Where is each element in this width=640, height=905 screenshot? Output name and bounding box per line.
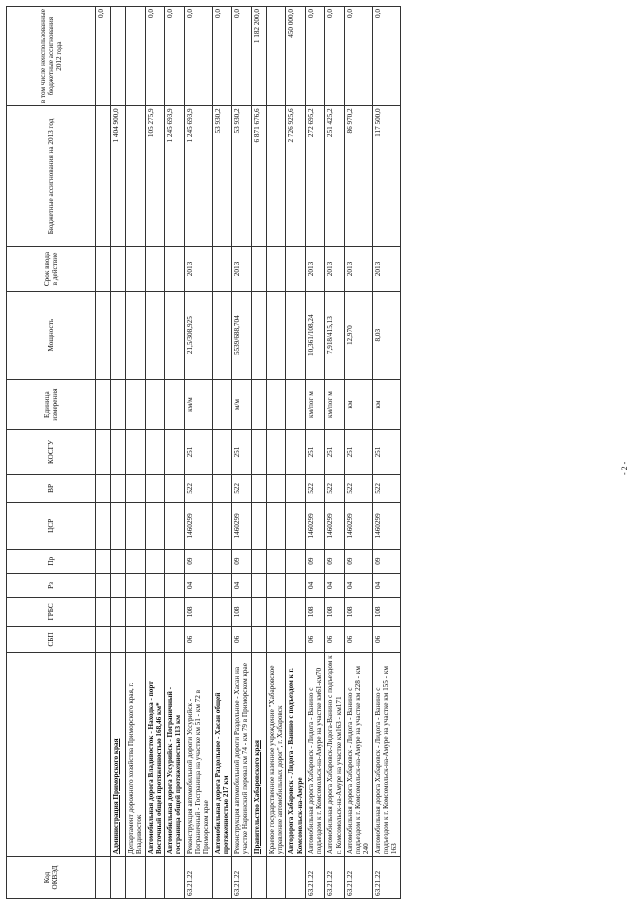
unit-cell [111,379,126,430]
name-text: Автомобильная дорога Хабаровск - Лидога - Ванино с подъездом к г. Комсомольск-на-Амуре на участке км61-км70 [306,667,324,855]
budget-cell: 1 245 693,9 [184,106,212,247]
name-text: Автомобильная дорога Владивосток - Находка - порт Восточный общей протяженностью 168,46 км* [146,681,163,855]
rz-cell: 04 [305,573,325,597]
table-row [305,7,325,899]
pr-cell: 09 [344,549,372,573]
sbp-cell [212,626,232,652]
capacity-cell [286,291,306,379]
pr-cell [286,549,306,573]
table-row [126,7,146,899]
sbp-cell: 06 [372,626,400,652]
kosgu-cell: 251 [344,430,372,474]
vr-cell [96,474,111,503]
header-pr: Пр [7,549,96,573]
csr-cell: 1460299 [184,503,212,549]
header-csr: ЦСР [7,503,96,549]
csr-cell: 1460299 [232,503,252,549]
grbs-cell [145,598,165,627]
sbp-cell: 06 [344,626,372,652]
budget-cell [126,106,146,247]
vr-cell [165,474,185,503]
grbs-cell: 108 [325,598,345,627]
table-row [372,7,400,899]
term-cell [126,247,146,291]
rz-cell: 04 [344,573,372,597]
budget-cell: 53 930,2 [212,106,232,247]
unused-cell: 0,0 [344,7,372,106]
rz-cell [96,573,111,597]
capacity-cell [266,291,286,379]
header-sbp: СБП [7,626,96,652]
capacity-cell: 7,918/415,13 [325,291,345,379]
vr-cell [145,474,165,503]
rz-cell [212,573,232,597]
header-name [7,653,96,857]
term-cell [212,247,232,291]
vr-cell [212,474,232,503]
sbp-cell: 06 [325,626,345,652]
csr-cell [286,503,306,549]
name-cell [305,653,325,857]
csr-cell: 1460299 [325,503,345,549]
table-row [286,7,306,899]
term-cell: 2013 [232,247,252,291]
rz-cell [111,573,126,597]
unused-cell: 0,0 [145,7,165,106]
term-cell: 2013 [325,247,345,291]
sbp-cell [126,626,146,652]
header-budget: Бюджетные ассигнования на 2013 год [7,106,96,247]
unit-cell [165,379,185,430]
sbp-cell [165,626,185,652]
unit-cell [145,379,165,430]
capacity-cell [145,291,165,379]
name-cell [286,653,306,857]
sbp-cell [96,626,111,652]
unused-cell: 0,0 [212,7,232,106]
table-row [344,7,372,899]
unit-cell: км/пог м [325,379,345,430]
csr-cell [165,503,185,549]
term-cell [111,247,126,291]
vr-cell [251,474,266,503]
name-text: Департамент дорожного хозяйства Приморского края, г. Владивосток [127,682,144,855]
unit-cell: км/пог м [305,379,325,430]
name-cell [145,653,165,857]
vr-cell [126,474,146,503]
unused-cell: 0,0 [232,7,252,106]
pr-cell: 09 [184,549,212,573]
csr-cell [145,503,165,549]
okved-cell: 63.21.22 [184,857,212,899]
grbs-cell: 108 [372,598,400,627]
kosgu-cell: 251 [372,430,400,474]
budget-cell: 1 404 900,0 [111,106,126,247]
unused-cell [266,7,286,106]
budget-cell: 272 695,2 [305,106,325,247]
header-unused: в том числе неиспользованные бюджетные ассигнования 2012 года [7,7,96,106]
table-body [96,7,401,899]
unit-cell [126,379,146,430]
table-row [251,7,266,899]
okved-cell: 63.21.22 [344,857,372,899]
budget-cell: 251 425,2 [325,106,345,247]
term-cell: 2013 [372,247,400,291]
name-cell [266,653,286,857]
rz-cell [251,573,266,597]
budget-cell: 1 245 693,9 [165,106,185,247]
kosgu-cell: 251 [305,430,325,474]
kosgu-cell [286,430,306,474]
rz-cell: 04 [184,573,212,597]
name-cell [344,653,372,857]
rz-cell: 04 [232,573,252,597]
name-text: Автомобильная дорога Хабаровск - Лидога - Ванино с подъездом к г. Комсомольск-на-Амуре на участке км 155 - км 163 [373,666,399,855]
kosgu-cell [145,430,165,474]
unit-cell: км [344,379,372,430]
capacity-cell [96,291,111,379]
unit-cell [266,379,286,430]
term-cell: 2013 [305,247,325,291]
unused-cell: 0,0 [96,7,111,106]
header-okved: Код ОКВЭД [7,857,96,899]
kosgu-cell: 251 [325,430,345,474]
csr-cell [251,503,266,549]
name-text: Автомобильная дорога Хабаровск-Лидога-Ванино с подъездом к г. Комсомольск-на-Амуре на участке км163 - км171 [326,655,343,855]
term-cell [286,247,306,291]
table-row [184,7,212,899]
term-cell [145,247,165,291]
unused-cell [111,7,126,106]
rz-cell: 04 [372,573,400,597]
budget-cell [96,106,111,247]
okved-cell: 63.21.22 [232,857,252,899]
unit-cell [96,379,111,430]
budget-cell: 53 930,2 [232,106,252,247]
kosgu-cell: 251 [232,430,252,474]
pr-cell: 09 [325,549,345,573]
header-rz: Рз [7,573,96,597]
table-row [266,7,286,899]
budget-cell: 86 970,2 [344,106,372,247]
grbs-cell: 108 [232,598,252,627]
kosgu-cell [212,430,232,474]
kosgu-cell: 251 [184,430,212,474]
grbs-cell: 108 [184,598,212,627]
okved-cell [251,857,266,899]
kosgu-cell [251,430,266,474]
csr-cell [266,503,286,549]
unused-cell: 0,0 [372,7,400,106]
unused-cell: 0,0 [325,7,345,106]
pr-cell [266,549,286,573]
pr-cell: 09 [305,549,325,573]
name-cell [232,653,252,857]
term-cell [96,247,111,291]
name-text: Администрация Приморского края [112,738,120,855]
pr-cell [165,549,185,573]
okved-cell [126,857,146,899]
capacity-cell [251,291,266,379]
header-term: Срок ввода в действие [7,247,96,291]
name-text: Краевое государственное казенное учреждение "Хабаровское управление автомобильных дорог", г. Хабаровск [267,665,284,855]
sbp-cell [251,626,266,652]
pr-cell [251,549,266,573]
sbp-cell: 06 [305,626,325,652]
rz-cell [145,573,165,597]
budget-cell: 105 275,9 [145,106,165,247]
pr-cell [126,549,146,573]
table-row [212,7,232,899]
okved-cell [165,857,185,899]
name-text: Автомобильная дорога Уссурийск - Пограничный - госграница общей протяженностью 113 км [166,687,183,855]
table-row [96,7,111,899]
name-text: Реконструкция автомобильной дороги Уссурийск - Пограничный - Госграница на участке км 51 - км 72 в Приморском крае [185,689,211,855]
csr-cell: 1460299 [344,503,372,549]
pr-cell [145,549,165,573]
table-row [111,7,126,899]
csr-cell [111,503,126,549]
name-cell [372,653,400,857]
capacity-cell: 8,03 [372,291,400,379]
okved-cell [111,857,126,899]
budget-cell: 6 871 676,6 [251,106,266,247]
unit-cell [251,379,266,430]
capacity-cell [165,291,185,379]
name-cell [251,653,266,857]
budget-table [6,6,401,899]
vr-cell [111,474,126,503]
rz-cell: 04 [325,573,345,597]
kosgu-cell [126,430,146,474]
term-cell [165,247,185,291]
header-capacity: Мощность [7,291,96,379]
name-cell [325,653,345,857]
grbs-cell [165,598,185,627]
budget-cell: 117 500,0 [372,106,400,247]
table-row [232,7,252,899]
name-text: Правительство Хабаровского края [252,740,261,855]
term-cell: 2013 [184,247,212,291]
unused-cell: 450 000,0 [286,7,306,106]
name-cell [212,653,232,857]
unit-cell [212,379,232,430]
unused-cell: 0,0 [184,7,212,106]
name-cell [111,653,126,857]
vr-cell: 522 [344,474,372,503]
capacity-cell: 10,361/108,24 [305,291,325,379]
name-text: Автомобильная дорога Раздольное - Хасан общей протяженностью 217 км [213,692,230,855]
csr-cell [126,503,146,549]
unused-cell: 1 182 200,0 [251,7,266,106]
budget-cell [266,106,286,247]
rz-cell [266,573,286,597]
kosgu-cell [266,430,286,474]
grbs-cell [96,598,111,627]
vr-cell: 522 [184,474,212,503]
table-row [165,7,185,899]
name-text: Реконструкция автомобильной дороги Раздольное - Хасан на участке Нарвинский перевал км 74 - км 79 в Приморском крае [233,663,250,855]
rz-cell [165,573,185,597]
budget-cell: 2 726 925,6 [286,106,306,247]
okved-cell [266,857,286,899]
vr-cell: 522 [232,474,252,503]
sbp-cell [286,626,306,652]
vr-cell [286,474,306,503]
term-cell: 2013 [344,247,372,291]
okved-cell: 63.21.22 [325,857,345,899]
name-cell [96,653,111,857]
csr-cell: 1460299 [305,503,325,549]
okved-cell [96,857,111,899]
unused-cell: 0,0 [305,7,325,106]
vr-cell [266,474,286,503]
okved-cell: 63.21.22 [305,857,325,899]
pr-cell [96,549,111,573]
capacity-cell [126,291,146,379]
header-grbs: ГРБС [7,598,96,627]
csr-cell [212,503,232,549]
pr-cell [111,549,126,573]
capacity-cell: 5539/688,704 [232,291,252,379]
sbp-cell [266,626,286,652]
okved-cell: 63.21.22 [372,857,400,899]
sbp-cell [111,626,126,652]
okved-cell [212,857,232,899]
grbs-cell [266,598,286,627]
header-vr: ВР [7,474,96,503]
pr-cell [212,549,232,573]
sbp-cell: 06 [184,626,212,652]
name-text: Автомобильная дорога Хабаровск - Лидога - Ванино с подъездом к г. Комсомольск-на-Амуре на участке км 228 - км 240 [345,666,371,855]
grbs-cell: 108 [344,598,372,627]
grbs-cell [286,598,306,627]
unit-cell [286,379,306,430]
rz-cell [286,573,306,597]
header-unit: Единица измерения [7,379,96,430]
grbs-cell [251,598,266,627]
kosgu-cell [165,430,185,474]
grbs-cell: 108 [305,598,325,627]
capacity-cell: 21,5/308,925 [184,291,212,379]
name-cell [165,653,185,857]
unused-cell: 0,0 [165,7,185,106]
okved-cell [145,857,165,899]
csr-cell [96,503,111,549]
vr-cell: 522 [325,474,345,503]
vr-cell: 522 [305,474,325,503]
rz-cell [126,573,146,597]
capacity-cell [212,291,232,379]
header-row [7,7,96,899]
okved-cell [286,857,306,899]
grbs-cell [111,598,126,627]
name-cell [184,653,212,857]
sbp-cell [145,626,165,652]
term-cell [251,247,266,291]
capacity-cell [111,291,126,379]
table-row [145,7,165,899]
term-cell [266,247,286,291]
grbs-cell [126,598,146,627]
unit-cell: км/м [184,379,212,430]
csr-cell: 1460299 [372,503,400,549]
kosgu-cell [96,430,111,474]
vr-cell: 522 [372,474,400,503]
name-text: Автодорога Хабаровск - Лидога - Ванино с подъездом к г. Комсомольск-на-Амуре [287,668,304,855]
pr-cell: 09 [372,549,400,573]
unit-cell: м/м [232,379,252,430]
name-cell [126,653,146,857]
grbs-cell [212,598,232,627]
table-row [325,7,345,899]
sbp-cell: 06 [232,626,252,652]
header-kosgu: КОСГУ [7,430,96,474]
unit-cell: км [372,379,400,430]
kosgu-cell [111,430,126,474]
pr-cell: 09 [232,549,252,573]
unused-cell [126,7,146,106]
page-number: - 2 - [620,461,629,475]
capacity-cell: 12,970 [344,291,372,379]
